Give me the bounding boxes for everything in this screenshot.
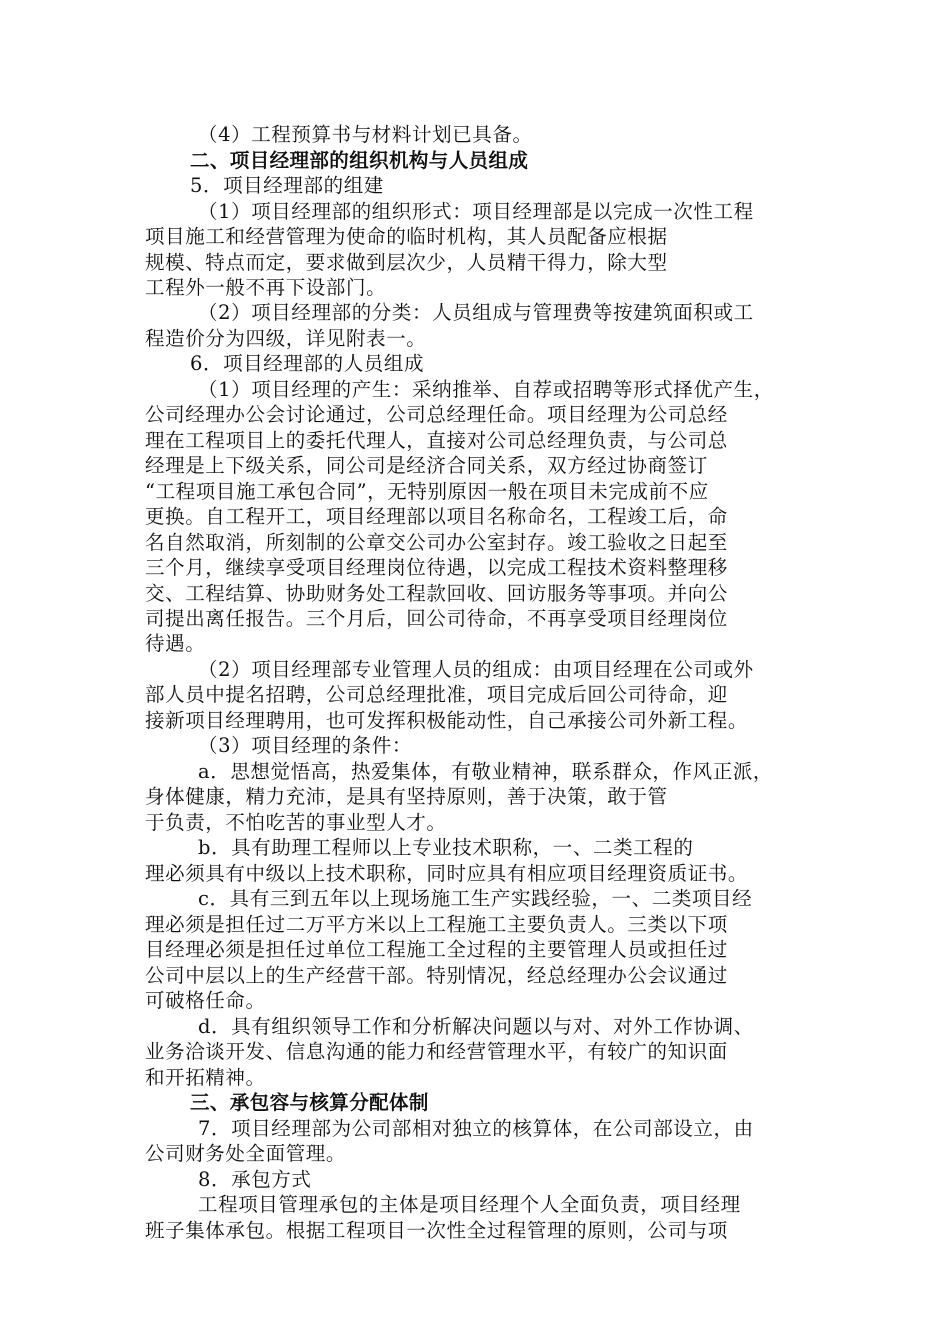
body-line: c．具有三到五年以上现场施工生产实践经验，一、二类项目经: [198, 887, 753, 910]
body-line: （1）项目经理部的组织形式：项目经理部是以完成一次性工程: [198, 200, 754, 223]
body-line: 待遇。: [145, 632, 206, 655]
subsection-heading: 5．项目经理部的组建: [190, 174, 384, 197]
subsection-heading: 8．承包方式: [198, 1168, 312, 1191]
body-line: （2）项目经理部专业管理人员的组成：由项目经理在公司或外: [198, 658, 754, 681]
body-line: 业务洽谈开发、信息沟通的能力和经营管理水平，有较广的知识面: [145, 1040, 728, 1063]
body-line: 理必须是担任过二万平方米以上工程施工主要负责人。三类以下项: [145, 913, 728, 936]
body-line: （3）项目经理的条件：: [198, 734, 413, 757]
body-line: d．具有组织领导工作和分析解决问题以与对、对外工作协调、: [198, 1015, 754, 1038]
body-line: 交、工程结算、协助财务处工程款回收、回访服务等事项。并向公: [145, 582, 728, 605]
body-line: “工程项目施工承包合同”，无特别原因一般在项目未完成前不应: [145, 480, 709, 503]
body-line: 规模、特点而定，要求做到层次少，人员精干得力，除大型: [145, 251, 668, 274]
body-line: （2）项目经理部的分类：人员组成与管理费等按建筑面积或工: [198, 301, 754, 324]
body-line: 公司财务处全面管理。: [145, 1142, 347, 1165]
body-line: 经理是上下级关系，同公司是经济合同关系，双方经过协商签订: [145, 454, 708, 477]
body-line: 7．项目经理部为公司部相对独立的核算体，在公司部设立，由: [198, 1117, 754, 1140]
body-line: 理在工程项目上的委托代理人，直接对公司总经理负责，与公司总: [145, 429, 728, 452]
body-line: 更换。自工程开工，项目经理部以项目名称命名，工程竣工后，命: [145, 505, 728, 528]
body-line: 名自然取消，所刻制的公章交公司办公室封存。竣工验收之日起至: [145, 531, 728, 554]
body-line: 和开拓精神。: [145, 1066, 266, 1089]
body-line: （4）工程预算书与材料计划已具备。: [198, 123, 533, 146]
body-line: 公司经理办公会讨论通过，公司总经理任命。项目经理为公司总经: [145, 403, 728, 426]
body-line: 公司中层以上的生产经营干部。特别情况，经总经理办公会议通过: [145, 964, 728, 987]
body-line: 部人员中提名招聘，公司总经理批准，项目完成后回公司待命，迎: [145, 683, 728, 706]
body-line: 三个月，继续享受项目经理岗位待遇，以完成工程技术资料整理移: [145, 556, 728, 579]
body-line: 工程外一般不再下设部门。: [145, 276, 387, 299]
body-line: 目经理必须是担任过单位工程施工全过程的主要管理人员或担任过: [145, 938, 728, 961]
section-heading: 三、承包容与核算分配体制: [190, 1091, 429, 1114]
body-line: b．具有助理工程师以上专业技术职称，一、二类工程的: [198, 836, 694, 859]
body-line: 理必须具有中级以上技术职称，同时应具有相应项目经理资质证书。: [145, 862, 749, 885]
body-line: 于负责，不怕吃苦的事业型人才。: [145, 811, 447, 834]
body-line: 程造价分为四级，详见附表一。: [145, 327, 427, 350]
body-line: 班子集体承包。根据工程项目一次性全过程管理的原则，公司与项: [145, 1219, 728, 1242]
body-line: a．思想觉悟高，热爱集体，有敬业精神，联系群众，作风正派，: [198, 760, 774, 783]
body-line: 接新项目经理聘用，也可发挥积极能动性，自己承接公司外新工程。: [145, 709, 749, 732]
body-line: 工程项目管理承包的主体是项目经理个人全面负责，项目经理: [198, 1193, 741, 1216]
body-line: 身体健康，精力充沛，是具有坚持原则，善于决策，敢于管: [145, 785, 668, 808]
body-line: 项目施工和经营管理为使命的临时机构，其人员配备应根据: [145, 225, 668, 248]
body-line: （1）项目经理的产生：采纳推举、自荐或招聘等形式择优产生，: [198, 378, 774, 401]
body-line: 司提出离任报告。三个月后，回公司待命，不再享受项目经理岗位: [145, 607, 728, 630]
section-heading: 二、项目经理部的组织机构与人员组成: [190, 149, 529, 172]
subsection-heading: 6．项目经理部的人员组成: [190, 352, 425, 375]
body-line: 可破格任命。: [145, 989, 266, 1012]
